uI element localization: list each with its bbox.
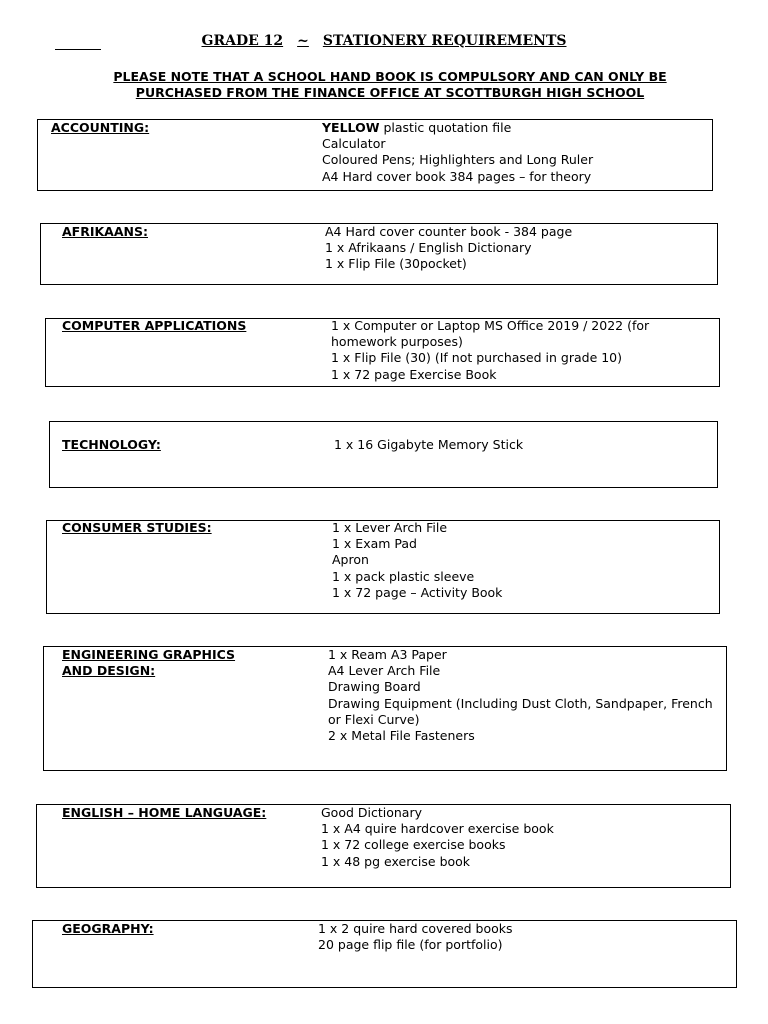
item-list-accounting (322, 120, 593, 185)
subject-box-technology (49, 421, 718, 488)
list-item: homework purposes) (331, 334, 463, 350)
item-list-geography (318, 921, 513, 953)
subject-name-line-1: ENGINEERING GRAPHICS (62, 647, 236, 662)
subject-name-accounting: ACCOUNTING: (51, 120, 150, 135)
list-item: 1 x 16 Gigabyte Memory Stick (334, 437, 524, 452)
list-item: A4 Lever Arch File (328, 663, 441, 679)
list-item-emphasis: YELLOW (322, 120, 380, 135)
list-item: 1 x 48 pg exercise book (321, 853, 471, 869)
title-separator: ~ (297, 33, 309, 49)
subject-name-english: ENGLISH – HOME LANGUAGE: (62, 805, 267, 820)
blank-underline (55, 49, 101, 50)
item-list-computer-applications (331, 318, 649, 383)
list-item: A4 Hard cover book 384 pages – for theory (322, 168, 592, 184)
subject-name-afrikaans: AFRIKAANS: (62, 224, 148, 239)
list-item: 1 x 72 college exercise books (321, 837, 506, 853)
item-list-afrikaans (325, 224, 572, 273)
item-list-english (321, 805, 554, 870)
list-item: 1 x pack plastic sleeve (332, 568, 475, 584)
item-list-engineering-graphics (328, 647, 713, 744)
page-title (0, 33, 768, 49)
list-item: 1 x Ream A3 Paper (328, 647, 447, 662)
list-item: Drawing Equipment (Including Dust Cloth, Sandpaper, French (328, 695, 713, 711)
list-item: 2 x Metal File Fasteners (328, 728, 475, 744)
handbook-notice (60, 69, 720, 101)
subject-name-geography: GEOGRAPHY: (62, 921, 154, 936)
subject-name-line-2: AND DESIGN: (62, 663, 156, 679)
notice-line-2: PURCHASED FROM THE FINANCE OFFICE AT SCOTTBURGH HIGH SCHOOL (135, 85, 645, 100)
list-item: 1 x Flip File (30pocket) (325, 256, 467, 272)
item-list-technology (334, 437, 523, 453)
subject-name-computer-applications: COMPUTER APPLICATIONS (62, 318, 247, 333)
list-item: 1 x Computer or Laptop MS Office 2019 / 2022 (for (331, 318, 650, 333)
list-item: A4 Hard cover counter book - 384 page (325, 224, 573, 239)
list-item: 1 x Afrikaans / English Dictionary (325, 240, 532, 256)
grade-label: GRADE 12 (201, 33, 284, 49)
subject-name-engineering-graphics (62, 647, 235, 679)
list-item: or Flexi Curve) (328, 711, 420, 727)
list-item: 1 x 72 page Exercise Book (331, 366, 497, 382)
list-item: 1 x 2 quire hard covered books (318, 921, 513, 936)
list-item: 1 x Flip File (30) (If not purchased in grade 10) (331, 350, 623, 366)
list-item: Apron (332, 552, 369, 568)
list-item: Drawing Board (328, 679, 421, 695)
list-item: Calculator (322, 136, 386, 152)
subject-name-technology: TECHNOLOGY: (62, 437, 161, 452)
list-item: 1 x 72 page – Activity Book (332, 584, 503, 600)
list-item: 20 page flip file (for portfolio) (318, 937, 503, 953)
list-item: 1 x A4 quire hardcover exercise book (321, 821, 554, 837)
list-item: 1 x Lever Arch File (332, 520, 448, 535)
item-list-consumer-studies (332, 520, 502, 601)
title-text: STATIONERY REQUIREMENTS (322, 33, 567, 49)
notice-line-1: PLEASE NOTE THAT A SCHOOL HAND BOOK IS COMPULSORY AND CAN ONLY BE (113, 69, 667, 84)
list-item: 1 x Exam Pad (332, 536, 417, 552)
list-item: Good Dictionary (321, 805, 423, 820)
list-item: Coloured Pens; Highlighters and Long Ruler (322, 152, 594, 168)
list-item: YELLOW plastic quotation file (322, 120, 512, 135)
subject-name-consumer-studies: CONSUMER STUDIES: (62, 520, 212, 535)
